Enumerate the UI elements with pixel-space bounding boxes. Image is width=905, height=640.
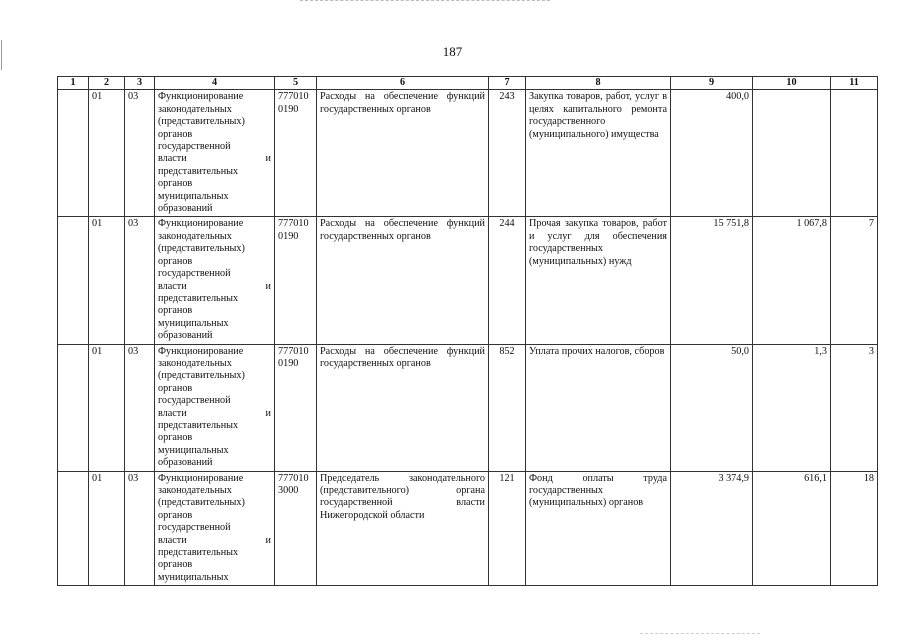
name-line: органов — [158, 559, 193, 571]
cell-section: 01 — [89, 471, 125, 586]
name-line: государственной — [158, 268, 231, 280]
name-line: государственной — [158, 522, 231, 534]
cell-col10 — [753, 90, 831, 217]
name-line: государственной — [158, 395, 231, 407]
cell-subsection-name — [155, 90, 275, 217]
cell-subsection-name — [155, 471, 275, 586]
column-header: 1 — [58, 77, 89, 90]
name-line: органов — [158, 509, 193, 521]
name-line: (представительных) — [158, 497, 245, 509]
name-line: Функционирование — [158, 345, 244, 357]
column-header: 9 — [671, 77, 753, 90]
cell-section: 01 — [89, 217, 125, 344]
scan-edge-mark — [300, 0, 550, 2]
cell-col11 — [831, 90, 878, 217]
name-line: образований — [158, 203, 213, 215]
cell-subsection-name — [155, 344, 275, 471]
column-header: 5 — [275, 77, 317, 90]
name-line: власти и — [158, 280, 271, 292]
cell-expense-code: 243 — [489, 90, 526, 217]
cell-col1 — [58, 90, 89, 217]
cell-subsection: 03 — [125, 90, 155, 217]
name-line: образований — [158, 330, 213, 342]
column-header: 11 — [831, 77, 878, 90]
name-line: муниципальных — [158, 571, 229, 583]
cell-expense-name: Прочая закупка товаров, работ и услуг для обеспечения государственных (муниципальных) нужд — [526, 217, 671, 344]
cell-col1 — [58, 217, 89, 344]
name-line: представительных — [158, 419, 239, 431]
name-line: власти и — [158, 407, 271, 419]
cell-section: 01 — [89, 344, 125, 471]
name-line: законодательных — [158, 357, 232, 369]
name-line: (представительных) — [158, 116, 245, 128]
column-header: 2 — [89, 77, 125, 90]
cell-col1 — [58, 471, 89, 586]
name-line: Функционирование — [158, 472, 244, 484]
cell-target-name: Председатель законодательного (представительного) органа государственной власти Нижегородской области — [317, 471, 489, 586]
name-line: муниципальных — [158, 190, 229, 202]
name-line: органов — [158, 432, 193, 444]
cell-expense-code: 121 — [489, 471, 526, 586]
cell-subsection: 03 — [125, 344, 155, 471]
cell-subsection-name — [155, 217, 275, 344]
name-line: представительных — [158, 292, 239, 304]
cell-target-name: Расходы на обеспечение функций государственных органов — [317, 90, 489, 217]
column-header: 10 — [753, 77, 831, 90]
column-header: 6 — [317, 77, 489, 90]
name-line: законодательных — [158, 103, 232, 115]
name-line: органов — [158, 382, 193, 394]
cell-col11: 18 — [831, 471, 878, 586]
cell-col10: 1,3 — [753, 344, 831, 471]
cell-expense-code: 852 — [489, 344, 526, 471]
cell-target-name: Расходы на обеспечение функций государственных органов — [317, 344, 489, 471]
name-line: Функционирование — [158, 91, 244, 103]
column-header: 7 — [489, 77, 526, 90]
cell-col10: 1 067,8 — [753, 217, 831, 344]
cell-section: 01 — [89, 90, 125, 217]
column-header: 4 — [155, 77, 275, 90]
table-row — [58, 344, 878, 471]
name-line: представительных — [158, 165, 239, 177]
name-line: власти и — [158, 534, 271, 546]
cell-col10: 616,1 — [753, 471, 831, 586]
name-line: законодательных — [158, 485, 232, 496]
name-line: Функционирование — [158, 218, 244, 230]
header-row — [58, 77, 878, 90]
name-line: представительных — [158, 547, 239, 559]
table-row — [58, 217, 878, 344]
cell-target-code: 777010 3000 — [275, 471, 317, 586]
cell-col11: 3 — [831, 344, 878, 471]
cell-target-code: 777010 0190 — [275, 344, 317, 471]
scan-edge-mark — [640, 633, 760, 635]
column-header: 8 — [526, 77, 671, 90]
budget-table — [57, 76, 878, 586]
cell-expense-code: 244 — [489, 217, 526, 344]
cell-target-code: 777010 0190 — [275, 217, 317, 344]
cell-col9: 400,0 — [671, 90, 753, 217]
table-row — [58, 90, 878, 217]
name-line: законодательных — [158, 230, 232, 242]
name-line: муниципальных — [158, 317, 229, 329]
cell-subsection: 03 — [125, 217, 155, 344]
cell-col11: 7 — [831, 217, 878, 344]
name-line: (представительных) — [158, 370, 245, 382]
cell-target-name: Расходы на обеспечение функций государственных органов — [317, 217, 489, 344]
name-line: власти и — [158, 153, 271, 165]
name-line: органов — [158, 178, 193, 190]
cell-col9: 3 374,9 — [671, 471, 753, 586]
name-line: государственной — [158, 141, 231, 153]
name-line: органов — [158, 255, 193, 267]
cell-col1 — [58, 344, 89, 471]
cell-target-code: 777010 0190 — [275, 90, 317, 217]
cell-expense-name: Уплата прочих налогов, сборов — [526, 344, 671, 471]
cell-subsection: 03 — [125, 471, 155, 586]
name-line: образований — [158, 457, 213, 469]
table-row — [58, 471, 878, 586]
cell-expense-name: Фонд оплаты труда государственных (муниципальных) органов — [526, 471, 671, 586]
name-line: органов — [158, 128, 193, 140]
cell-expense-name: Закупка товаров, работ, услуг в целях капитального ремонта государственного (муниципального) имущества — [526, 90, 671, 217]
name-line: муниципальных — [158, 444, 229, 456]
cell-col9: 15 751,8 — [671, 217, 753, 344]
column-header: 3 — [125, 77, 155, 90]
name-line: органов — [158, 305, 193, 317]
name-line: (представительных) — [158, 243, 245, 255]
cell-col9: 50,0 — [671, 344, 753, 471]
page-number: 187 — [442, 44, 463, 59]
